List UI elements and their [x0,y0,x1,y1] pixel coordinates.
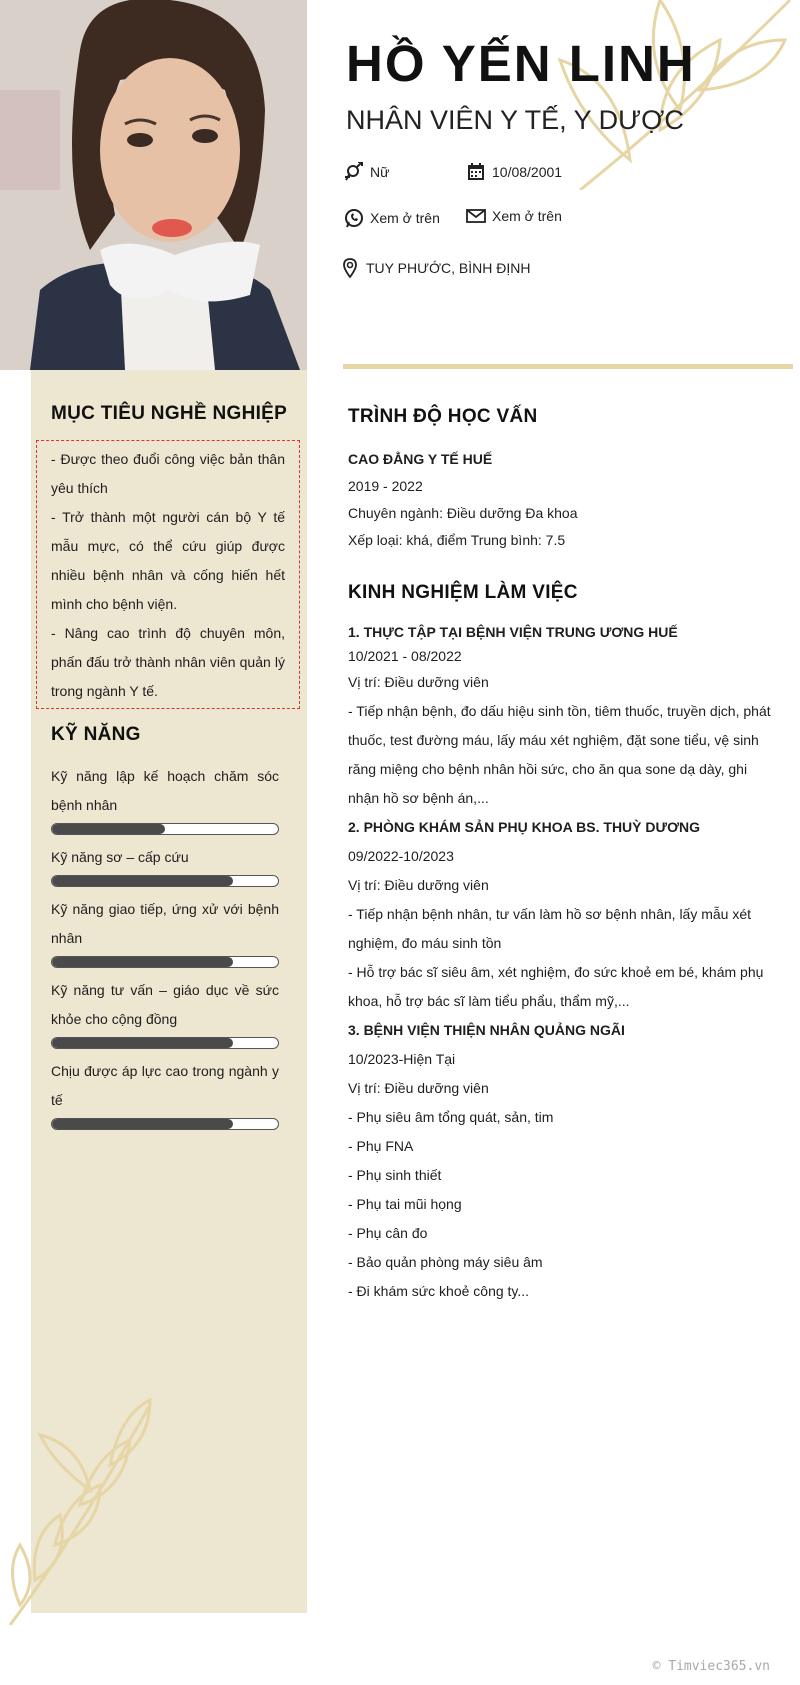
job-period: 10/2021 - 08/2022 [348,648,462,664]
email-info [466,206,562,226]
education-major: Chuyên ngành: Điều dưỡng Đa khoa [348,505,578,521]
objective-item: - Được theo đuổi công việc bản thân yêu thích [51,451,285,496]
address-value: TUY PHƯỚC, BÌNH ĐỊNH [366,260,531,276]
job-title-entry: 3. BỆNH VIỆN THIỆN NHÂN QUẢNG NGÃI [348,1022,625,1038]
job-position: Vị trí: Điều dưỡng viên [348,877,489,893]
calendar-icon [466,162,486,182]
watermark: © Timviec365.vn [652,1659,770,1674]
skill-bar-fill [52,1038,233,1048]
job-period: 09/2022-10/2023 [348,848,454,864]
mail-icon [466,206,486,226]
skill-bar-fill [52,824,165,834]
job-position: Vị trí: Điều dưỡng viên [348,1080,489,1096]
skill-name: Kỹ năng lập kế hoạch chăm sóc bệnh nhân [51,768,279,813]
skills-title: KỸ NĂNG [51,724,141,745]
skill-bar [51,956,279,968]
skill-item [51,1057,279,1130]
skill-bar-fill [52,876,233,886]
skill-bar [51,1118,279,1130]
skill-name: Kỹ năng sơ – cấp cứu [51,849,189,865]
education-years: 2019 - 2022 [348,478,423,494]
job-detail: - Phụ siêu âm tổng quát, sản, tim [348,1109,554,1125]
job-title-entry: 2. PHÒNG KHÁM SẢN PHỤ KHOA BS. THUỲ DƯƠNG [348,819,701,835]
job-detail: - Phụ FNA [348,1138,414,1154]
job-detail: - Hỗ trợ bác sĩ siêu âm, xét nghiệm, đo sức khoẻ em bé, khám phụ khoa, hỗ trợ bác sĩ làm tiểu phẩu, thẩm mỹ,... [348,964,764,1009]
skill-bar [51,1037,279,1049]
whatsapp-icon [344,208,364,228]
job-detail: - Phụ cân đo [348,1225,428,1241]
profile-photo [0,0,307,370]
skill-name: Chịu được áp lực cao trong ngành y tế [51,1063,279,1108]
header-divider [343,364,793,369]
leaf-decoration-top [540,0,800,190]
objective-box [36,440,300,709]
skill-item [51,762,279,835]
leaf-decoration-bottom [0,1395,170,1625]
skill-bar-fill [52,957,233,967]
email-value: Xem ở trên [492,208,562,224]
skill-item [51,976,279,1049]
job-detail: - Phụ tai mũi họng [348,1196,462,1212]
address-info [340,258,531,278]
job-title-entry: 1. THỰC TẬP TẠI BỆNH VIỆN TRUNG ƯƠNG HUẾ [348,624,678,640]
experience-title: KINH NGHIỆM LÀM VIỆC [348,582,578,603]
job-detail: - Đi khám sức khoẻ công ty... [348,1283,530,1299]
skill-bar-fill [52,1119,233,1129]
skill-bar [51,875,279,887]
gender-info [344,162,389,182]
skill-item [51,895,279,968]
job-detail: - Tiếp nhận bệnh nhân, tư vấn làm hồ sơ bệnh nhân, lấy mẫu xét nghiệm, đo máu sinh tồn [348,906,752,951]
objective-item: - Trở thành một người cán bộ Y tế mẫu mực, có thể cứu giúp được nhiều bệnh nhân và cống hiến hết mình cho bệnh viện. [51,509,285,612]
job-period: 10/2023-Hiện Tại [348,1051,456,1067]
education-grade: Xếp loại: khá, điểm Trung bình: 7.5 [348,532,566,548]
gender-icon [344,162,364,182]
birthday-info [466,162,562,182]
skill-bar [51,823,279,835]
job-detail: - Phụ sinh thiết [348,1167,442,1183]
phone-info [344,208,440,228]
objective-item: - Nâng cao trình độ chuyên môn, phấn đấu trở thành nhân viên quản lý trong ngành Y tế. [51,625,285,699]
skill-name: Kỹ năng giao tiếp, ứng xử với bệnh nhân [51,901,279,946]
experience-section [348,620,773,1306]
skill-name: Kỹ năng tư vấn – giáo dục về sức khỏe cho cộng đồng [51,982,279,1027]
full-name: HỒ YẾN LINH [346,35,696,92]
job-title: NHÂN VIÊN Y TẾ, Y DƯỢC [346,105,684,135]
objective-title: MỤC TIÊU NGHỀ NGHIỆP [51,403,288,424]
location-pin-icon [340,258,360,278]
skill-item [51,843,279,887]
job-position: Vị trí: Điều dưỡng viên [348,674,489,690]
phone-value: Xem ở trên [370,210,440,226]
education-title: TRÌNH ĐỘ HỌC VẤN [348,406,538,427]
birthday-value: 10/08/2001 [492,164,563,180]
job-detail: - Bảo quản phòng máy siêu âm [348,1254,543,1270]
skills-list [51,762,279,1138]
job-detail: - Tiếp nhận bệnh, đo dấu hiệu sinh tồn, tiêm thuốc, truyền dịch, phát thuốc, test đường máu, lấy máu xét nghiệm, đặt sone tiểu, vệ sinh răng miệng cho bệnh nhân hồi sức, cho ăn qua sone dạ dày, ghi nhận hồ sơ bệnh án,... [348,703,771,806]
school-name: CAO ĐẲNG Y TẾ HUẾ [348,451,493,467]
education-section [348,446,788,554]
gender-value: Nữ [370,164,390,180]
